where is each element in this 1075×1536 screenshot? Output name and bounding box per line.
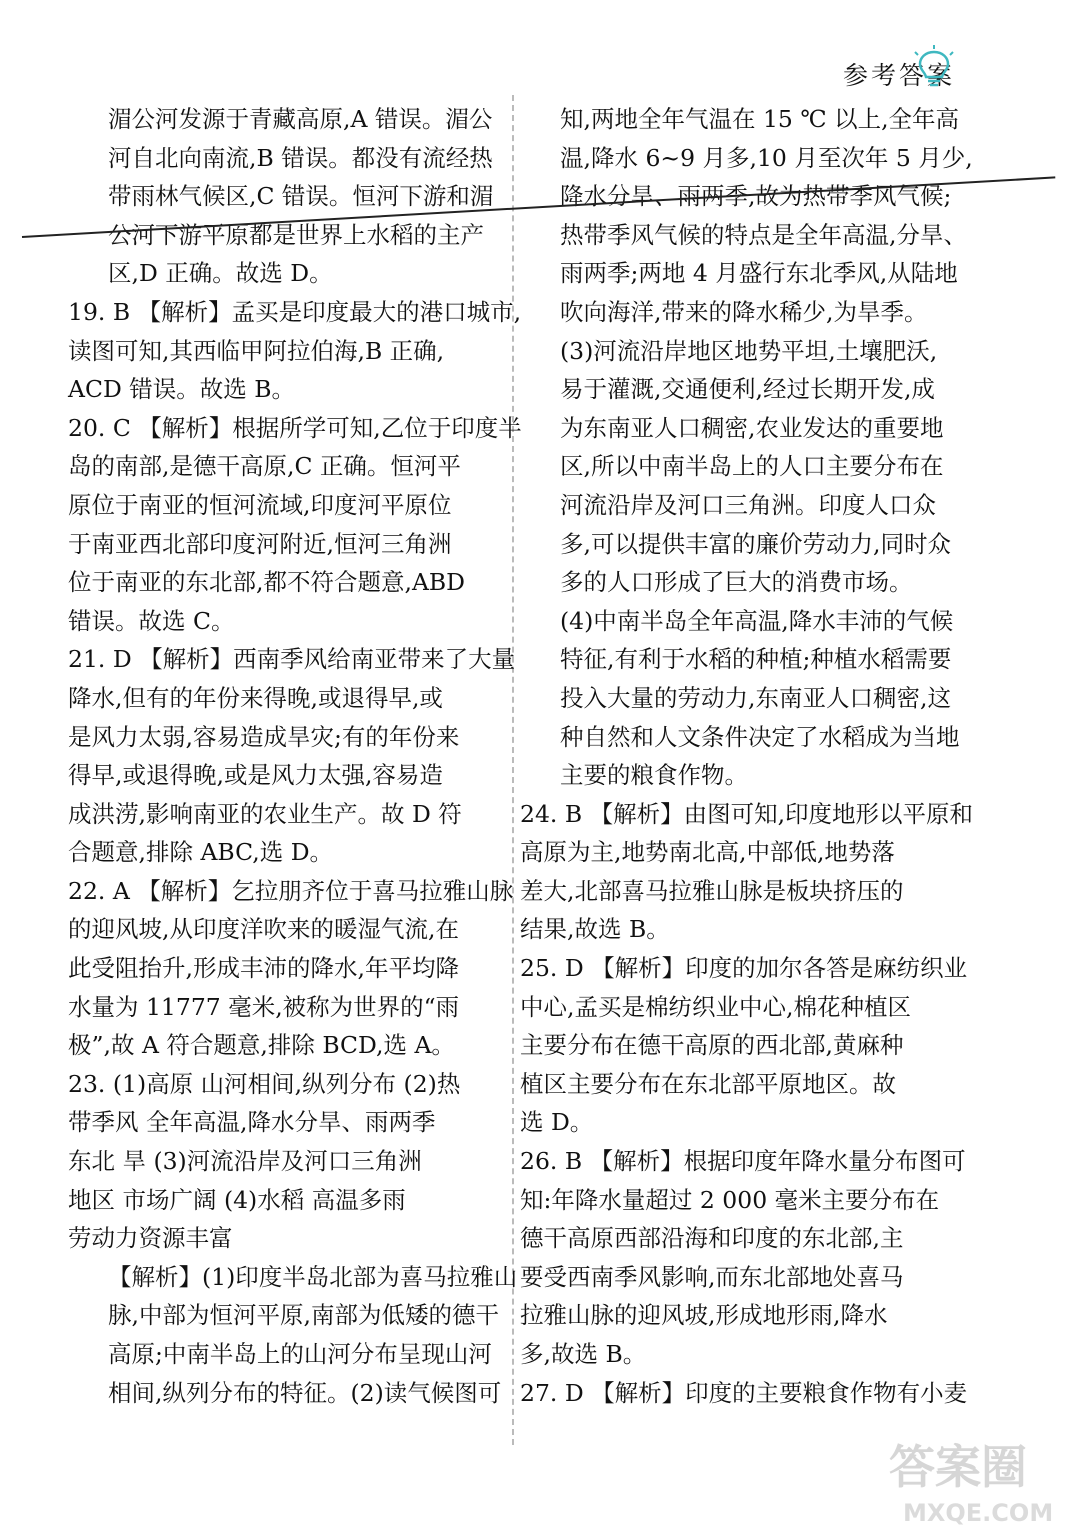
- text-line: 种自然和人文条件决定了水稻成为当地: [560, 722, 960, 751]
- text-line: 知:年降水量超过 2 000 毫米主要分布在: [520, 1185, 940, 1214]
- text-line: 读图可知,其西临甲阿拉伯海,B 正确,: [68, 336, 445, 365]
- text-line: 易于灌溉,交通便利,经过长期开发,成: [560, 375, 935, 404]
- text-line: 要受西南季风影响,而东北部地处喜马: [520, 1262, 904, 1291]
- text-line: 岛的南部,是德干高原,C 正确。恒河平: [68, 452, 461, 481]
- text-line: 吹向海洋,带来的降水稀少,为旱季。: [560, 297, 928, 326]
- text-line: 投入大量的劳动力,东南亚人口稠密,这: [560, 683, 951, 712]
- text-line: 多,可以提供丰富的廉价劳动力,同时众: [560, 529, 951, 558]
- text-line: 水量为 11777 毫米,被称为世界的“雨: [68, 992, 460, 1021]
- text-line: 是风力太弱,容易造成旱灾;有的年份来: [68, 722, 460, 751]
- text-line: 23. (1)高原 山河相间,纵列分布 (2)热: [68, 1069, 461, 1098]
- answer-item: [68, 1065, 473, 1258]
- lightbulb-icon: [911, 44, 957, 90]
- text-line: 结果,故选 B。: [520, 915, 670, 944]
- text-line: 热带季风气候的特点是全年高温,分旱、: [560, 220, 967, 249]
- text-line: 20. C 【解析】根据所学可知,乙位于印度半: [68, 413, 522, 442]
- text-line: 降水,但有的年份来得晚,或退得早,或: [68, 683, 443, 712]
- text-line: 降水分旱、雨两季,故为热带季风气候;: [560, 182, 952, 211]
- text-line: 湄公河发源于青藏高原,A 错误。湄公: [108, 105, 493, 133]
- text-line: 选 D。: [520, 1108, 594, 1137]
- text-line: 错误。故选 C。: [68, 606, 235, 635]
- text-line: 脉,中部为恒河平原,南部为低矮的德干: [108, 1301, 499, 1330]
- text-line: 此受阻抬升,形成丰沛的降水,年平均降: [68, 954, 459, 983]
- answer-item: [68, 872, 514, 1065]
- text-line: 于南亚西北部印度河附近,恒河三角洲: [68, 529, 452, 558]
- text-line: 25. D 【解析】印度的加尔各答是麻纺织业: [520, 954, 968, 983]
- answer-item: [68, 293, 522, 409]
- text-line: 特征,有利于水稻的种植;种植水稻需要: [560, 645, 952, 674]
- right-column: [520, 100, 974, 1412]
- text-line: (3)河流沿岸地区地势平坦,土壤肥沃,: [560, 336, 938, 365]
- text-line: 地区 市场广阔 (4)水稻 高温多雨: [68, 1185, 406, 1214]
- text-line: 的迎风坡,从印度洋吹来的暖湿气流,在: [68, 915, 459, 944]
- text-line: 河自北向南流,B 错误。都没有流经热: [108, 143, 493, 172]
- text-line: (4)中南半岛全年高温,降水丰沛的气候: [560, 606, 954, 635]
- watermark-text: 答案圈: [889, 1440, 1027, 1494]
- text-line: 为东南亚人口稠密,农业发达的重要地: [560, 413, 944, 442]
- answer-item: [520, 1374, 968, 1413]
- text-line: 区,D 正确。故选 D。: [108, 259, 333, 288]
- page-header-title: 参考答案: [842, 61, 955, 90]
- text-line: 拉雅山脉的迎风坡,形成地形雨,降水: [520, 1301, 888, 1330]
- text-line: 24. B 【解析】由图可知,印度地形以平原和: [520, 799, 974, 828]
- text-line: 合题意,排除 ABC,选 D。: [68, 838, 334, 867]
- text-line: 主要分布在德干高原的西北部,黄麻种: [520, 1031, 904, 1060]
- text-line: 位于南亚的东北部,都不符合题意,ABD: [68, 568, 466, 597]
- text-line: 21. D 【解析】西南季风给南亚带来了大量: [68, 645, 516, 674]
- text-line: 多的人口形成了巨大的消费市场。: [560, 568, 913, 597]
- text-line: 主要的粮食作物。: [560, 761, 748, 790]
- text-line: 差大,北部喜马拉雅山脉是板块挤压的: [520, 876, 904, 905]
- watermark-logo: [885, 1425, 1070, 1530]
- text-line: 【解析】(1)印度半岛北部为喜马拉雅山: [108, 1262, 518, 1291]
- text-line: 带雨林气候区,C 错误。恒河下游和湄: [108, 182, 494, 211]
- text-line: 东北 旱 (3)河流沿岸及河口三角洲: [68, 1147, 422, 1176]
- answer-item: [68, 640, 516, 872]
- text-line: 温,降水 6~9 月多,10 月至次年 5 月少,: [560, 143, 973, 172]
- text-line: 相间,纵列分布的特征。(2)读气候图可: [108, 1378, 502, 1407]
- text-line: 区,所以中南半岛上的人口主要分布在: [560, 452, 944, 481]
- text-line: 得早,或退得晚,或是风力太强,容易造: [68, 761, 443, 790]
- text-line: 成洪涝,影响南亚的农业生产。故 D 符: [68, 799, 462, 828]
- text-line: 原位于南亚的恒河流域,印度河平原位: [68, 490, 452, 519]
- answer-item: [68, 409, 522, 641]
- text-line: 多,故选 B。: [520, 1340, 647, 1368]
- text-line: 高原;中南半岛上的山河分布呈现山河: [108, 1340, 492, 1368]
- text-line: 中心,孟买是棉纺织业中心,棉花种植区: [520, 992, 911, 1021]
- text-line: 26. B 【解析】根据印度年降水量分布图可: [520, 1147, 966, 1176]
- answer-continuation: [68, 100, 494, 293]
- text-line: 极”,故 A 符合题意,排除 BCD,选 A。: [68, 1031, 455, 1060]
- text-line: 公河下游平原都是世界上水稻的主产: [108, 220, 484, 249]
- text-line: ACD 错误。故选 B。: [68, 375, 296, 404]
- answer-item: [520, 949, 968, 1142]
- text-line: 劳动力资源丰富: [68, 1224, 233, 1253]
- text-line: 德干高原西部沿海和印度的东北部,主: [520, 1224, 904, 1253]
- answer-item: [520, 795, 974, 949]
- watermark-url: MXQE.COM: [903, 1499, 1054, 1527]
- text-line: 植区主要分布在东北部平原地区。故: [520, 1069, 896, 1098]
- text-line: 雨两季;两地 4 月盛行东北季风,从陆地: [560, 259, 958, 288]
- text-line: 河流沿岸及河口三角洲。印度人口众: [560, 490, 936, 519]
- text-line: 22. A 【解析】乞拉朋齐位于喜马拉雅山脉: [68, 876, 514, 905]
- text-line: 带季风 全年高温,降水分旱、雨两季: [68, 1108, 436, 1137]
- text-line: 19. B 【解析】孟买是印度最大的港口城市,: [68, 297, 522, 326]
- answer-item: [520, 1142, 966, 1374]
- answer-continuation: [68, 1258, 518, 1412]
- text-line: 高原为主,地势南北高,中部低,地势落: [520, 838, 895, 867]
- left-column: [68, 100, 522, 1412]
- text-line: 知,两地全年气温在 15 ℃ 以上,全年高: [560, 105, 960, 133]
- text-line: 27. D 【解析】印度的主要粮食作物有小麦: [520, 1378, 968, 1407]
